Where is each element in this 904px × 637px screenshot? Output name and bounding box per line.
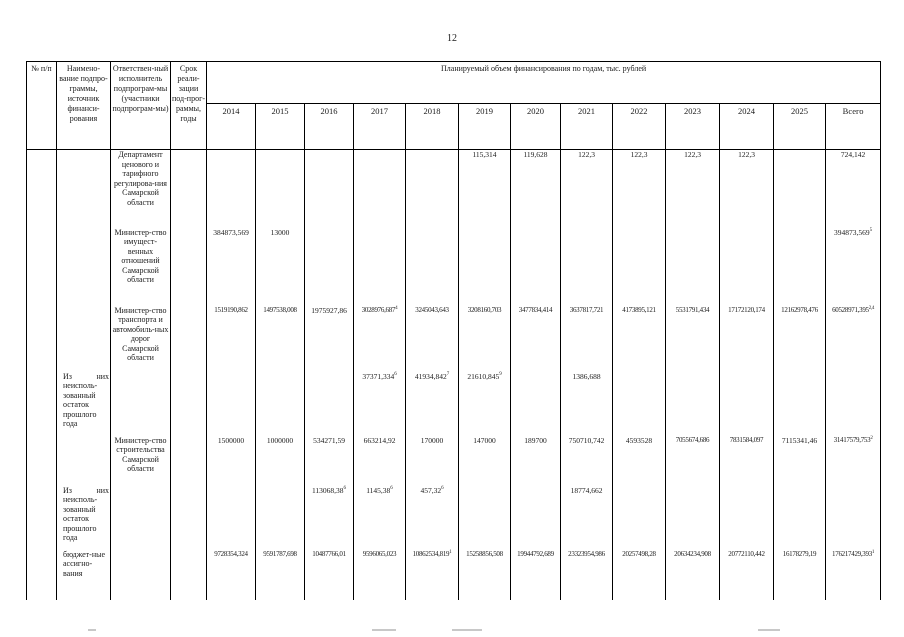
cell-value bbox=[354, 228, 406, 306]
value-text: 534271,59 bbox=[313, 435, 345, 445]
value-text: 1145,38 bbox=[366, 485, 391, 495]
cell-value bbox=[511, 228, 561, 306]
table-row bbox=[27, 550, 881, 600]
cell-value bbox=[207, 372, 256, 436]
cell-value bbox=[561, 436, 613, 486]
cell-value bbox=[774, 550, 826, 600]
footnote-mark: 6 bbox=[394, 371, 397, 377]
cell-value bbox=[406, 372, 459, 436]
header-year: Всего bbox=[826, 104, 881, 150]
cell-number bbox=[27, 486, 57, 550]
value-text: 1000000 bbox=[266, 435, 294, 445]
cell-source: Из них неисполь-зованный остаток прошлого года bbox=[57, 372, 111, 436]
cell-value bbox=[207, 436, 256, 486]
cell-value bbox=[354, 436, 406, 486]
cell-term bbox=[171, 150, 207, 228]
cell-value bbox=[826, 228, 881, 306]
cell-value bbox=[305, 550, 354, 600]
value-text: 1500000 bbox=[217, 435, 245, 445]
cell-term bbox=[171, 228, 207, 306]
value-text: 12162978,476 bbox=[781, 305, 818, 314]
cell-executor: Министер-ство транспорта и автомобиль-ных дорог Самарской области bbox=[111, 306, 171, 372]
cell-value bbox=[305, 306, 354, 372]
value-text: 3245043,643 bbox=[415, 305, 449, 314]
cell-value bbox=[406, 306, 459, 372]
table-row bbox=[27, 436, 881, 486]
cell-value bbox=[666, 436, 720, 486]
cell-value bbox=[666, 306, 720, 372]
value-text: 4593528 bbox=[625, 435, 653, 445]
cell-value bbox=[511, 306, 561, 372]
cell-value bbox=[256, 228, 305, 306]
cell-executor bbox=[111, 550, 171, 600]
cell-value bbox=[305, 228, 354, 306]
scan-mark bbox=[372, 629, 396, 631]
value-text: 3208160,703 bbox=[467, 305, 502, 314]
cell-value bbox=[613, 150, 666, 228]
value-text: 16178279,19 bbox=[782, 549, 817, 558]
cell-value bbox=[207, 150, 256, 228]
value-text: 3477834,414 bbox=[518, 305, 553, 314]
value-text: 60528971,395 bbox=[832, 305, 869, 314]
cell-value bbox=[406, 150, 459, 228]
value-text: 31417579,753 bbox=[833, 435, 871, 444]
cell-value bbox=[613, 372, 666, 436]
cell-value bbox=[256, 436, 305, 486]
footnote-mark: 6 bbox=[390, 485, 393, 491]
value-text: 7831584,097 bbox=[729, 435, 764, 444]
cell-executor: Департамент ценового и тарифного регулирова-ния Самарской области bbox=[111, 150, 171, 228]
header-year: 2023 bbox=[666, 104, 720, 150]
header-executor: Ответствен-ный исполнитель подпрограм-мы (участники подпрограм-мы) bbox=[111, 62, 171, 150]
cell-value bbox=[459, 372, 511, 436]
cell-value bbox=[305, 486, 354, 550]
value-text: 3028976,687 bbox=[361, 305, 396, 314]
value-text: 147000 bbox=[473, 435, 496, 445]
cell-value bbox=[666, 150, 720, 228]
cell-term bbox=[171, 372, 207, 436]
value-text: 23323954,986 bbox=[568, 549, 605, 558]
cell-term bbox=[171, 550, 207, 600]
cell-value bbox=[256, 306, 305, 372]
value-text: 5531791,434 bbox=[675, 305, 710, 314]
cell-number bbox=[27, 306, 57, 372]
cell-value bbox=[256, 150, 305, 228]
cell-executor bbox=[111, 372, 171, 436]
cell-number bbox=[27, 436, 57, 486]
cell-value bbox=[207, 550, 256, 600]
cell-number bbox=[27, 150, 57, 228]
header-year: 2015 bbox=[256, 104, 305, 150]
value-text: 724,142 bbox=[840, 150, 866, 159]
scan-artifacts bbox=[0, 627, 904, 635]
value-text: 663214,92 bbox=[363, 435, 396, 445]
scan-mark bbox=[88, 629, 96, 631]
header-year: 2016 bbox=[305, 104, 354, 150]
page-number: 12 bbox=[447, 33, 457, 44]
footnote-mark: 6 bbox=[441, 485, 444, 491]
cell-source: бюджет-ные ассигно-вания bbox=[57, 550, 111, 600]
header-year: 2018 bbox=[406, 104, 459, 150]
cell-value bbox=[666, 372, 720, 436]
cell-value bbox=[720, 486, 774, 550]
value-text: 1519190,862 bbox=[214, 305, 248, 314]
cell-value bbox=[459, 306, 511, 372]
cell-value bbox=[666, 550, 720, 600]
cell-value bbox=[666, 486, 720, 550]
value-text: 20772110,442 bbox=[728, 549, 765, 558]
value-text: 750710,742 bbox=[568, 435, 605, 445]
cell-value bbox=[826, 436, 881, 486]
cell-source bbox=[57, 306, 111, 372]
cell-value bbox=[406, 436, 459, 486]
cell-value bbox=[561, 150, 613, 228]
cell-value bbox=[826, 550, 881, 600]
value-text: 10487766,01 bbox=[312, 549, 346, 558]
cell-value bbox=[774, 486, 826, 550]
cell-value bbox=[613, 436, 666, 486]
cell-number bbox=[27, 228, 57, 306]
value-text: 9728354,324 bbox=[214, 549, 248, 558]
cell-value bbox=[561, 306, 613, 372]
cell-value bbox=[774, 306, 826, 372]
cell-value bbox=[459, 486, 511, 550]
value-text: 384873,569 bbox=[213, 227, 249, 237]
cell-value bbox=[459, 150, 511, 228]
value-text: 19944792,689 bbox=[517, 549, 554, 558]
cell-value bbox=[774, 150, 826, 228]
cell-value bbox=[406, 486, 459, 550]
cell-value bbox=[354, 550, 406, 600]
cell-value bbox=[561, 486, 613, 550]
cell-value bbox=[826, 306, 881, 372]
value-text: 18774,662 bbox=[570, 485, 603, 495]
cell-value bbox=[826, 486, 881, 550]
value-text: 9596065,023 bbox=[362, 549, 397, 558]
value-text: 1386,688 bbox=[572, 371, 601, 381]
cell-value bbox=[406, 550, 459, 600]
header-year: 2021 bbox=[561, 104, 613, 150]
cell-value bbox=[207, 228, 256, 306]
cell-value bbox=[826, 150, 881, 228]
value-text: 113068,38 bbox=[311, 485, 344, 495]
value-text: 1497538,008 bbox=[263, 305, 297, 314]
cell-executor: Министер-ство имущест-венных отношений Самарской области bbox=[111, 228, 171, 306]
table-row bbox=[27, 228, 881, 306]
header-year: 2019 bbox=[459, 104, 511, 150]
cell-value bbox=[511, 150, 561, 228]
value-text: 3637817,721 bbox=[569, 305, 604, 314]
cell-number bbox=[27, 372, 57, 436]
scan-mark bbox=[758, 629, 780, 631]
cell-executor: Министер-ство строительства Самарской области bbox=[111, 436, 171, 486]
cell-value bbox=[561, 372, 613, 436]
cell-value bbox=[720, 372, 774, 436]
cell-value bbox=[207, 486, 256, 550]
header-term: Срок реали-зации под-прог-раммы, годы bbox=[171, 62, 207, 150]
value-text: 7055674,686 bbox=[675, 435, 710, 444]
footnote-mark: 7 bbox=[446, 371, 450, 377]
value-text: 20257498,28 bbox=[622, 549, 656, 558]
footnote-mark: 5 bbox=[869, 227, 873, 233]
value-text: 119,628 bbox=[523, 150, 548, 159]
cell-value bbox=[305, 436, 354, 486]
cell-value bbox=[354, 486, 406, 550]
header-number: № п/п bbox=[27, 62, 57, 150]
cell-source: Из них неисполь-зованный остаток прошлого года bbox=[57, 486, 111, 550]
cell-value bbox=[354, 306, 406, 372]
footnote-mark: 1 bbox=[871, 549, 875, 555]
cell-value bbox=[256, 372, 305, 436]
cell-value bbox=[511, 486, 561, 550]
value-text: 170000 bbox=[420, 435, 444, 445]
footnote-mark: 6 bbox=[343, 485, 347, 491]
table-row bbox=[27, 486, 881, 550]
header-year: 2014 bbox=[207, 104, 256, 150]
cell-value bbox=[720, 550, 774, 600]
cell-value bbox=[561, 550, 613, 600]
cell-source bbox=[57, 436, 111, 486]
cell-value bbox=[613, 550, 666, 600]
cell-value bbox=[459, 228, 511, 306]
cell-value bbox=[511, 372, 561, 436]
value-text: 4173895,121 bbox=[622, 305, 656, 314]
value-text: 10862534,819 bbox=[412, 549, 450, 558]
table-row bbox=[27, 306, 881, 372]
cell-value bbox=[511, 550, 561, 600]
value-text: 1975927,86 bbox=[311, 305, 347, 315]
cell-value bbox=[207, 306, 256, 372]
value-text: 122,3 bbox=[630, 150, 648, 159]
cell-value bbox=[459, 436, 511, 486]
header-year: 2020 bbox=[511, 104, 561, 150]
value-text: 15258856,508 bbox=[466, 549, 503, 558]
header-funding: Планируемый объем финансирования по годам, тыс. рублей bbox=[207, 62, 881, 104]
footnote-mark: 2 bbox=[870, 435, 873, 441]
cell-value bbox=[613, 306, 666, 372]
table-row bbox=[27, 372, 881, 436]
cell-source bbox=[57, 150, 111, 228]
cell-value bbox=[354, 372, 406, 436]
scan-mark bbox=[452, 629, 482, 631]
table-row bbox=[27, 150, 881, 228]
cell-value bbox=[561, 228, 613, 306]
header-source: Наимено-вание подпро-граммы, источник финанси-рования bbox=[57, 62, 111, 150]
value-text: 122,3 bbox=[738, 150, 755, 159]
cell-value bbox=[305, 372, 354, 436]
cell-source bbox=[57, 228, 111, 306]
cell-value bbox=[826, 372, 881, 436]
cell-value bbox=[613, 228, 666, 306]
value-text: 21610,845 bbox=[467, 371, 500, 381]
value-text: 457,32 bbox=[420, 485, 442, 495]
header-year: 2024 bbox=[720, 104, 774, 150]
financing-table bbox=[26, 61, 881, 600]
cell-value bbox=[256, 486, 305, 550]
cell-number bbox=[27, 550, 57, 600]
value-text: 115,314 bbox=[472, 150, 497, 159]
cell-value bbox=[511, 436, 561, 486]
cell-term bbox=[171, 486, 207, 550]
value-text: 394873,569 bbox=[834, 227, 870, 237]
cell-value bbox=[305, 150, 354, 228]
footnote-mark: 4 bbox=[395, 305, 398, 311]
value-text: 176217429,393 bbox=[832, 549, 872, 558]
cell-value bbox=[720, 436, 774, 486]
value-text: 122,3 bbox=[578, 150, 595, 159]
cell-value bbox=[720, 150, 774, 228]
header-year: 2022 bbox=[613, 104, 666, 150]
footnote-mark: 1 bbox=[449, 549, 452, 555]
value-text: 189700 bbox=[524, 435, 547, 445]
header-year: 2017 bbox=[354, 104, 406, 150]
cell-value bbox=[774, 372, 826, 436]
cell-value bbox=[406, 228, 459, 306]
cell-value bbox=[354, 150, 406, 228]
cell-value bbox=[459, 550, 511, 600]
value-text: 13000 bbox=[270, 227, 290, 237]
cell-value bbox=[774, 436, 826, 486]
cell-executor bbox=[111, 486, 171, 550]
cell-value bbox=[256, 550, 305, 600]
value-text: 9591787,698 bbox=[263, 549, 297, 558]
value-text: 41934,842 bbox=[414, 371, 447, 381]
value-text: 122,3 bbox=[684, 150, 701, 159]
value-text: 20634234,908 bbox=[674, 549, 711, 558]
cell-value bbox=[666, 228, 720, 306]
value-text: 7115341,46 bbox=[781, 435, 818, 445]
cell-value bbox=[613, 486, 666, 550]
footnote-mark: 2,4 bbox=[868, 305, 875, 311]
cell-value bbox=[774, 228, 826, 306]
cell-value bbox=[720, 306, 774, 372]
value-text: 17172120,174 bbox=[728, 305, 765, 314]
footnote-mark: 9 bbox=[499, 371, 502, 377]
value-text: 37371,334 bbox=[362, 371, 395, 381]
cell-term bbox=[171, 436, 207, 486]
cell-value bbox=[720, 228, 774, 306]
cell-term bbox=[171, 306, 207, 372]
header-year: 2025 bbox=[774, 104, 826, 150]
